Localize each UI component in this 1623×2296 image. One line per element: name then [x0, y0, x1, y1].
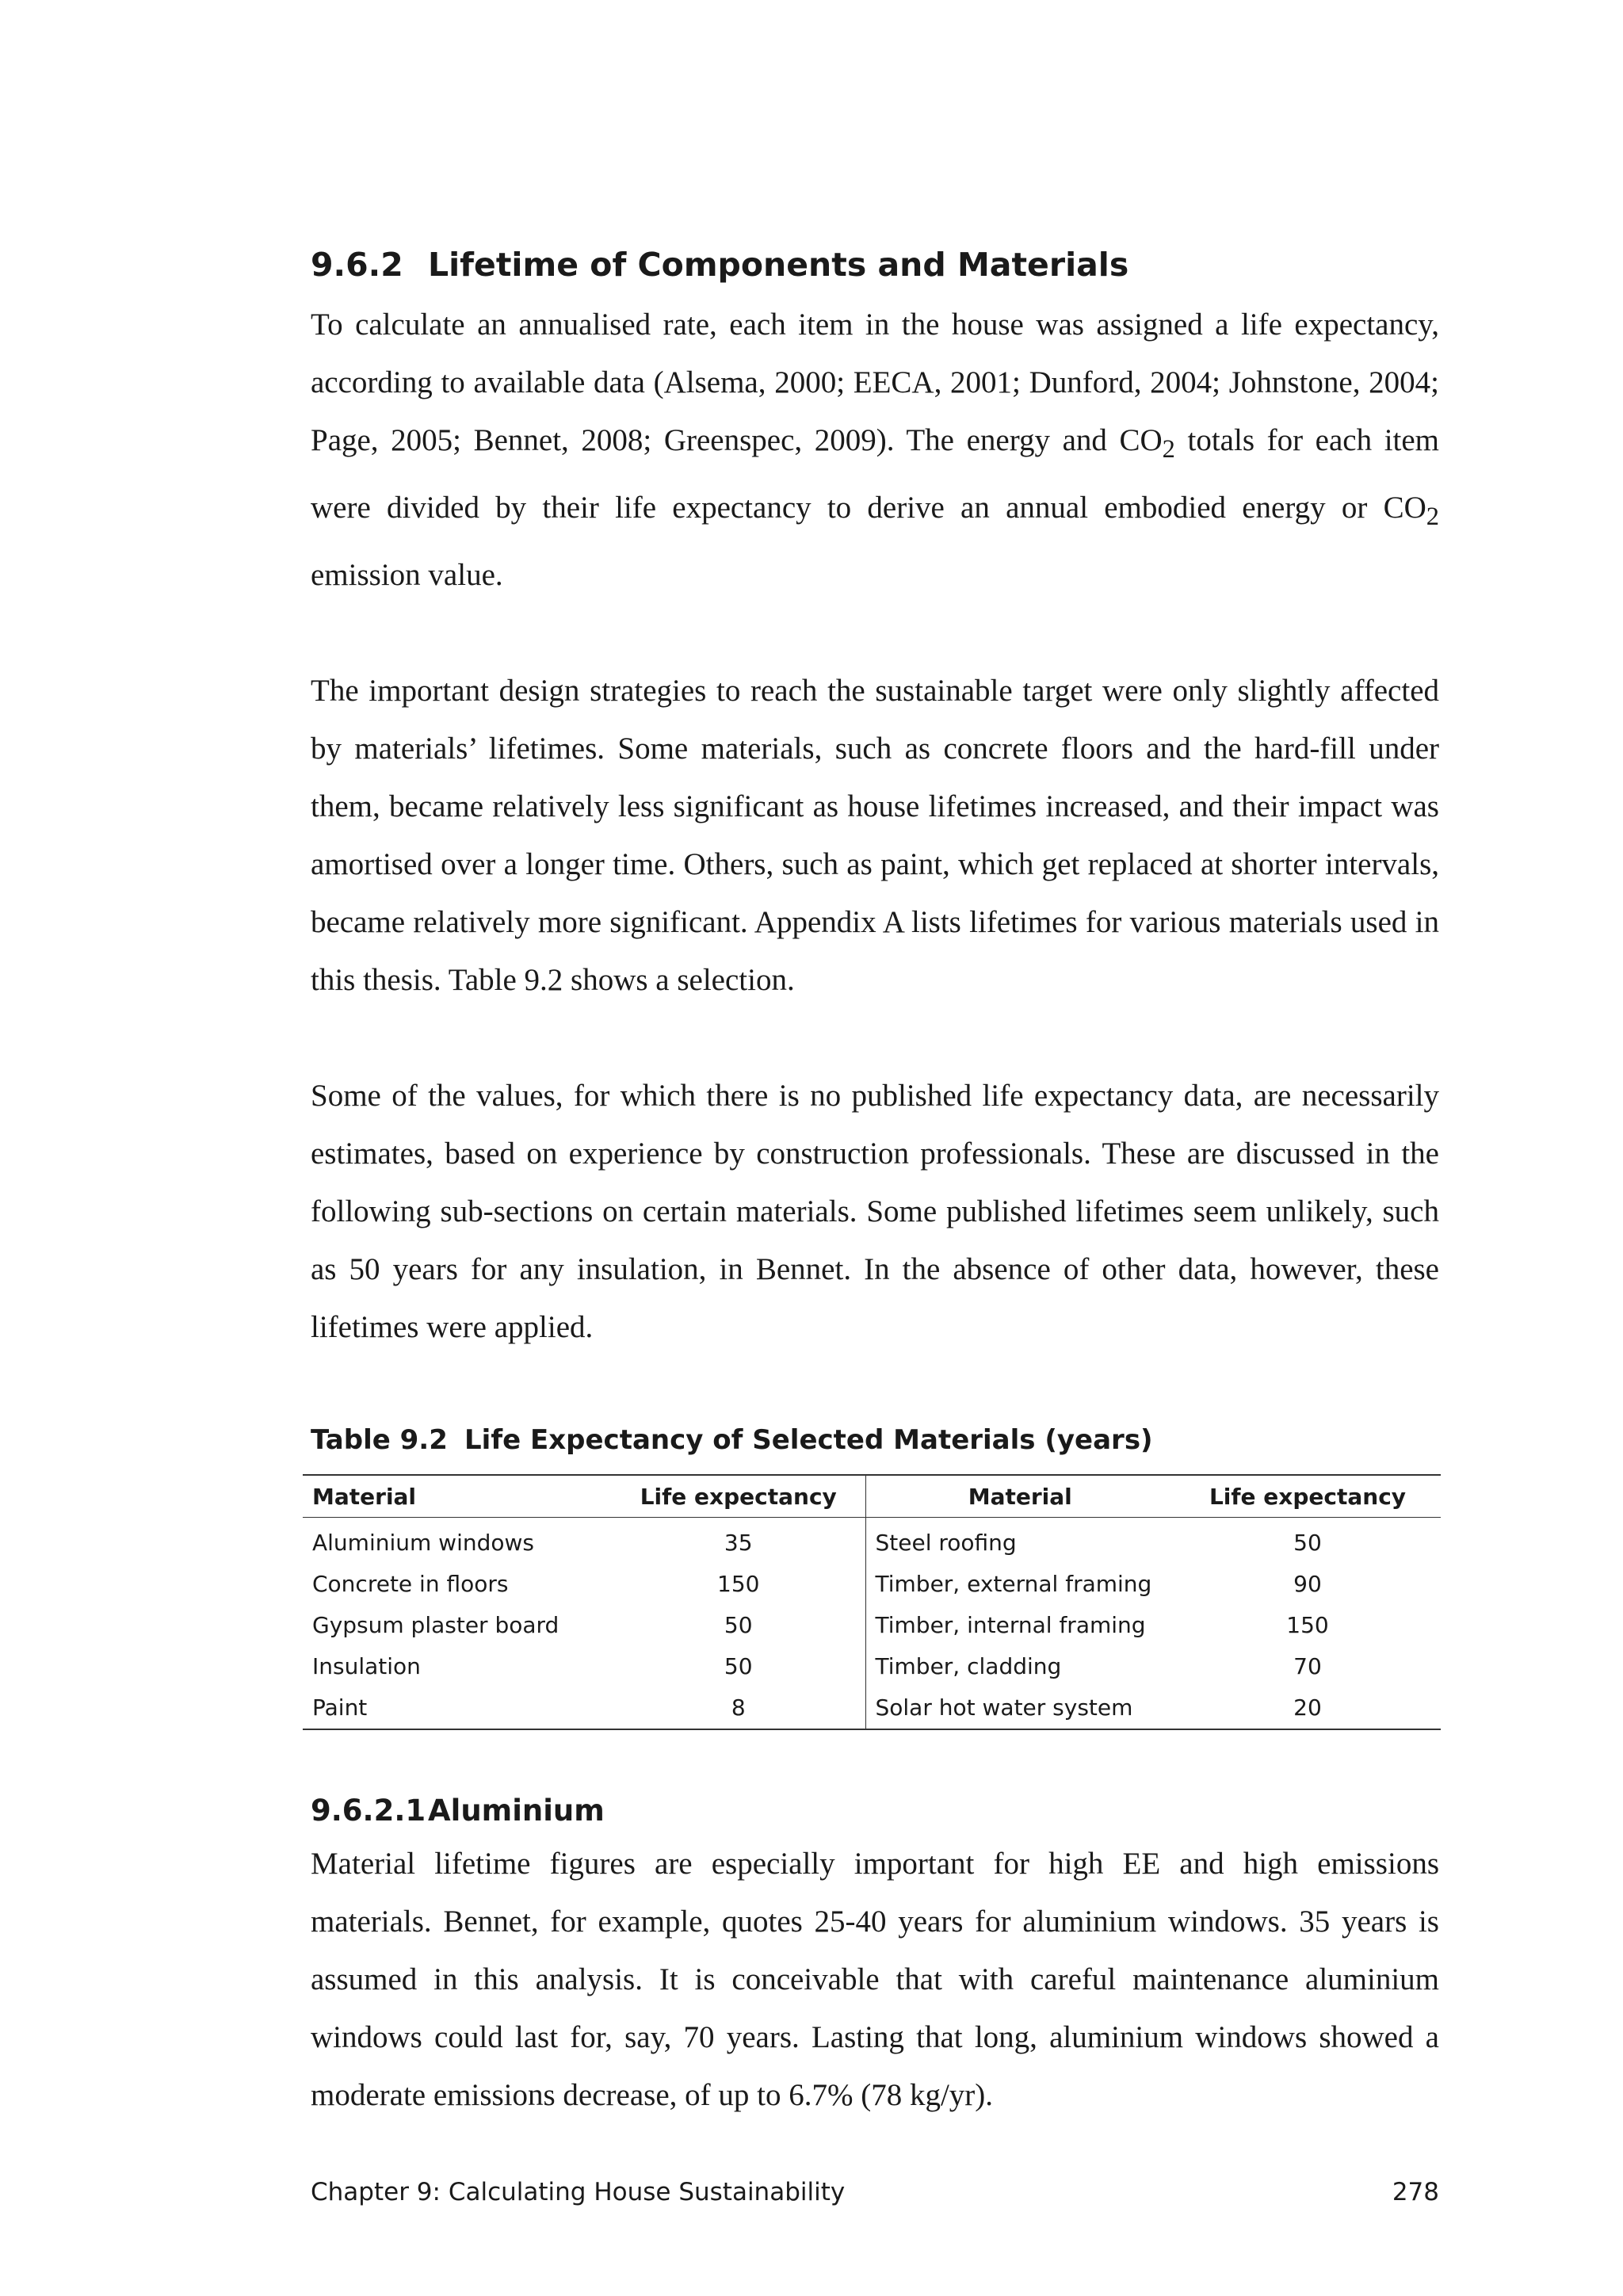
table-cell: 90 [1293, 1571, 1322, 1598]
table-cell: 50 [724, 1612, 753, 1639]
section-number: 9.6.2 [311, 246, 403, 284]
paragraph-1-part-c: emission value. [311, 557, 503, 592]
table-cell: 8 [731, 1694, 746, 1721]
table-cell: Gypsum plaster board [312, 1612, 559, 1639]
table-row [303, 1646, 1441, 1687]
page-body [311, 246, 1439, 2124]
column-header: Material [865, 1475, 1174, 1518]
table-cell: 35 [724, 1530, 753, 1557]
table-cell: 50 [724, 1653, 753, 1680]
table-cell: Concrete in floors [312, 1571, 509, 1598]
table-cell: Timber, cladding [865, 1646, 1174, 1687]
table-cell: Paint [312, 1694, 368, 1721]
life-expectancy-table [303, 1474, 1441, 1730]
table-row [303, 1517, 1441, 1564]
subsection-number: 9.6.2.1 [311, 1793, 426, 1828]
paragraph-3: Some of the values, for which there is no published life expectancy data, are necessarily estimates, based on experience by construction professionals. These are discussed in the following sub-sections on certain materials. Some published lifetimes seem unlikely, such as 50 years for any insulation, in Bennet. In the absence of other data, however, these lifetimes were applied. [311, 1078, 1439, 1344]
section-title: Lifetime of Components and Materials [428, 246, 1129, 284]
page-number: 278 [1392, 2178, 1439, 2206]
table-row [303, 1564, 1441, 1605]
table-cell: 150 [1286, 1612, 1329, 1639]
table-cell: Aluminium windows [312, 1530, 534, 1557]
column-header: Material [303, 1475, 612, 1518]
section-heading [311, 246, 1439, 285]
table-header-row [303, 1475, 1441, 1518]
table-cell: 150 [717, 1571, 760, 1598]
column-header: Life expectancy [1174, 1475, 1441, 1518]
table-caption [311, 1424, 1439, 1457]
table-row [303, 1605, 1441, 1646]
table-cell: Timber, external framing [865, 1564, 1174, 1605]
paragraph-aluminium: Material lifetime figures are especially important for high EE and high emissions materials. Bennet, for example, quotes 25-40 years for aluminium windows. 35 years is assumed in this analysis. It is conceivable that with careful maintenance aluminium windows could last for, say, 70 years. Lasting that long, aluminium windows showed a moderate emissions decrease, of up to 6.7% (78 kg/yr). [311, 1846, 1439, 2112]
subscript-2: 2 [1426, 502, 1439, 531]
paragraph-1-part-b: totals for each item were divided by their life expectancy to derive an annual embodied energy or CO [311, 423, 1440, 525]
paragraph-1-part-a: To calculate an annualised rate, each item in the house was assigned a life expectancy, according to available data (Alsema, 2000; EECA, 2001; Dunford, 2004; Johnstone, 2004; Page, 2005; Bennet, 2008; Greenspec, 2009). The energy and CO [311, 308, 1439, 458]
table-cell: 70 [1293, 1653, 1322, 1680]
table-caption-title: Life Expectancy of Selected Materials (years) [464, 1423, 1153, 1456]
table-caption-number: Table 9.2 [311, 1423, 448, 1456]
column-header: Life expectancy [612, 1475, 865, 1518]
table-cell: Insulation [312, 1653, 421, 1680]
page-footer [311, 2178, 1439, 2206]
table-cell: 20 [1293, 1694, 1322, 1721]
paragraph-1 [311, 296, 1439, 604]
table-row [303, 1687, 1441, 1729]
footer-chapter: Chapter 9: Calculating House Sustainability [311, 2178, 846, 2206]
subscript-2: 2 [1162, 434, 1175, 464]
subsection-heading [311, 1792, 1439, 1830]
paragraph-2: The important design strategies to reach the sustainable target were only slightly affected by materials’ lifetimes. Some materials, such as concrete floors and the hard-fill under them, became relatively less significant as house lifetimes increased, and their impact was amortised over a longer time. Others, such as paint, which get replaced at shorter intervals, became relatively more significant. Appendix A lists lifetimes for various materials used in this thesis. Table 9.2 shows a selection. [311, 673, 1439, 997]
table-cell: 50 [1293, 1530, 1322, 1557]
table-cell: Solar hot water system [865, 1687, 1174, 1729]
subsection-title: Aluminium [428, 1793, 605, 1828]
table-cell: Timber, internal framing [865, 1605, 1174, 1646]
table-cell: Steel roofing [865, 1517, 1174, 1564]
